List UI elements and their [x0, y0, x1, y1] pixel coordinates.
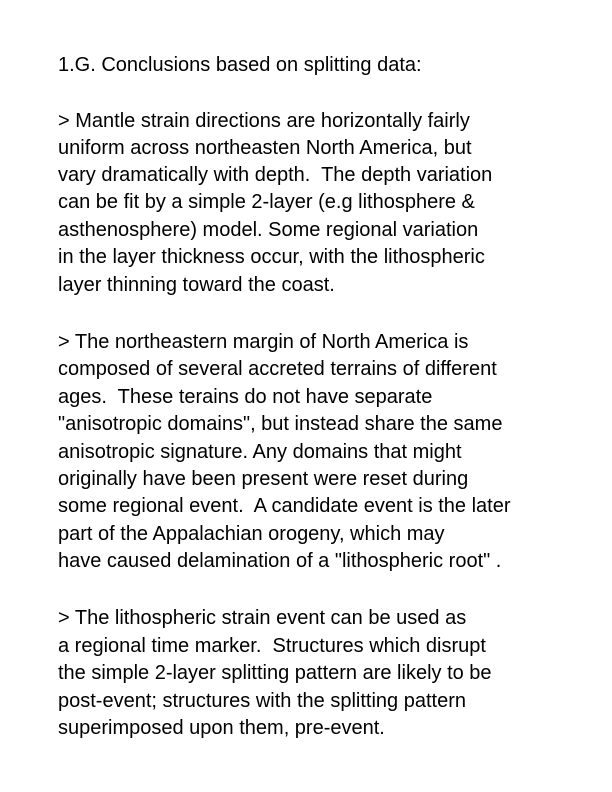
- paragraph-3-line-2: a regional time marker. Structures which disrupt: [58, 635, 486, 657]
- paragraph-3-line-5: superimposed upon them, pre-event.: [58, 717, 385, 739]
- paragraph-1-line-5: asthenosphere) model. Some regional variation: [58, 219, 479, 241]
- paragraph-3-line-3: the simple 2-layer splitting pattern are likely to be: [58, 662, 492, 684]
- paragraph-2-line-3: ages. These terains do not have separate: [58, 386, 433, 408]
- paragraph-2-line-8: part of the Appalachian orogeny, which may: [58, 523, 445, 545]
- paragraph-2-line-9: have caused delamination of a "lithospheric root" .: [58, 550, 502, 572]
- paragraph-1-line-1: > Mantle strain directions are horizontally fairly: [58, 110, 470, 132]
- paragraph-3-line-4: post-event; structures with the splitting pattern: [58, 690, 466, 712]
- paragraph-2-line-7: some regional event. A candidate event is the later: [58, 495, 511, 517]
- document-heading: 1.G. Conclusions based on splitting data:: [58, 54, 422, 76]
- paragraph-3-line-1: > The lithospheric strain event can be used as: [58, 607, 467, 629]
- paragraph-1-line-4: can be fit by a simple 2-layer (e.g lithosphere &: [58, 191, 475, 213]
- paragraph-1-line-3: vary dramatically with depth. The depth variation: [58, 164, 493, 186]
- paragraph-2-line-2: composed of several accreted terrains of different: [58, 358, 497, 380]
- paragraph-1-line-2: uniform across northeasten North America, but: [58, 137, 472, 159]
- paragraph-1-line-6: in the layer thickness occur, with the lithospheric: [58, 246, 485, 268]
- paragraph-1-line-7: layer thinning toward the coast.: [58, 274, 335, 296]
- paragraph-2-line-6: originally have been present were reset during: [58, 468, 469, 490]
- paragraph-2-line-4: "anisotropic domains", but instead share the same: [58, 413, 503, 435]
- paragraph-2-line-5: anisotropic signature. Any domains that might: [58, 441, 462, 463]
- paragraph-2-line-1: > The northeastern margin of North America is: [58, 331, 469, 353]
